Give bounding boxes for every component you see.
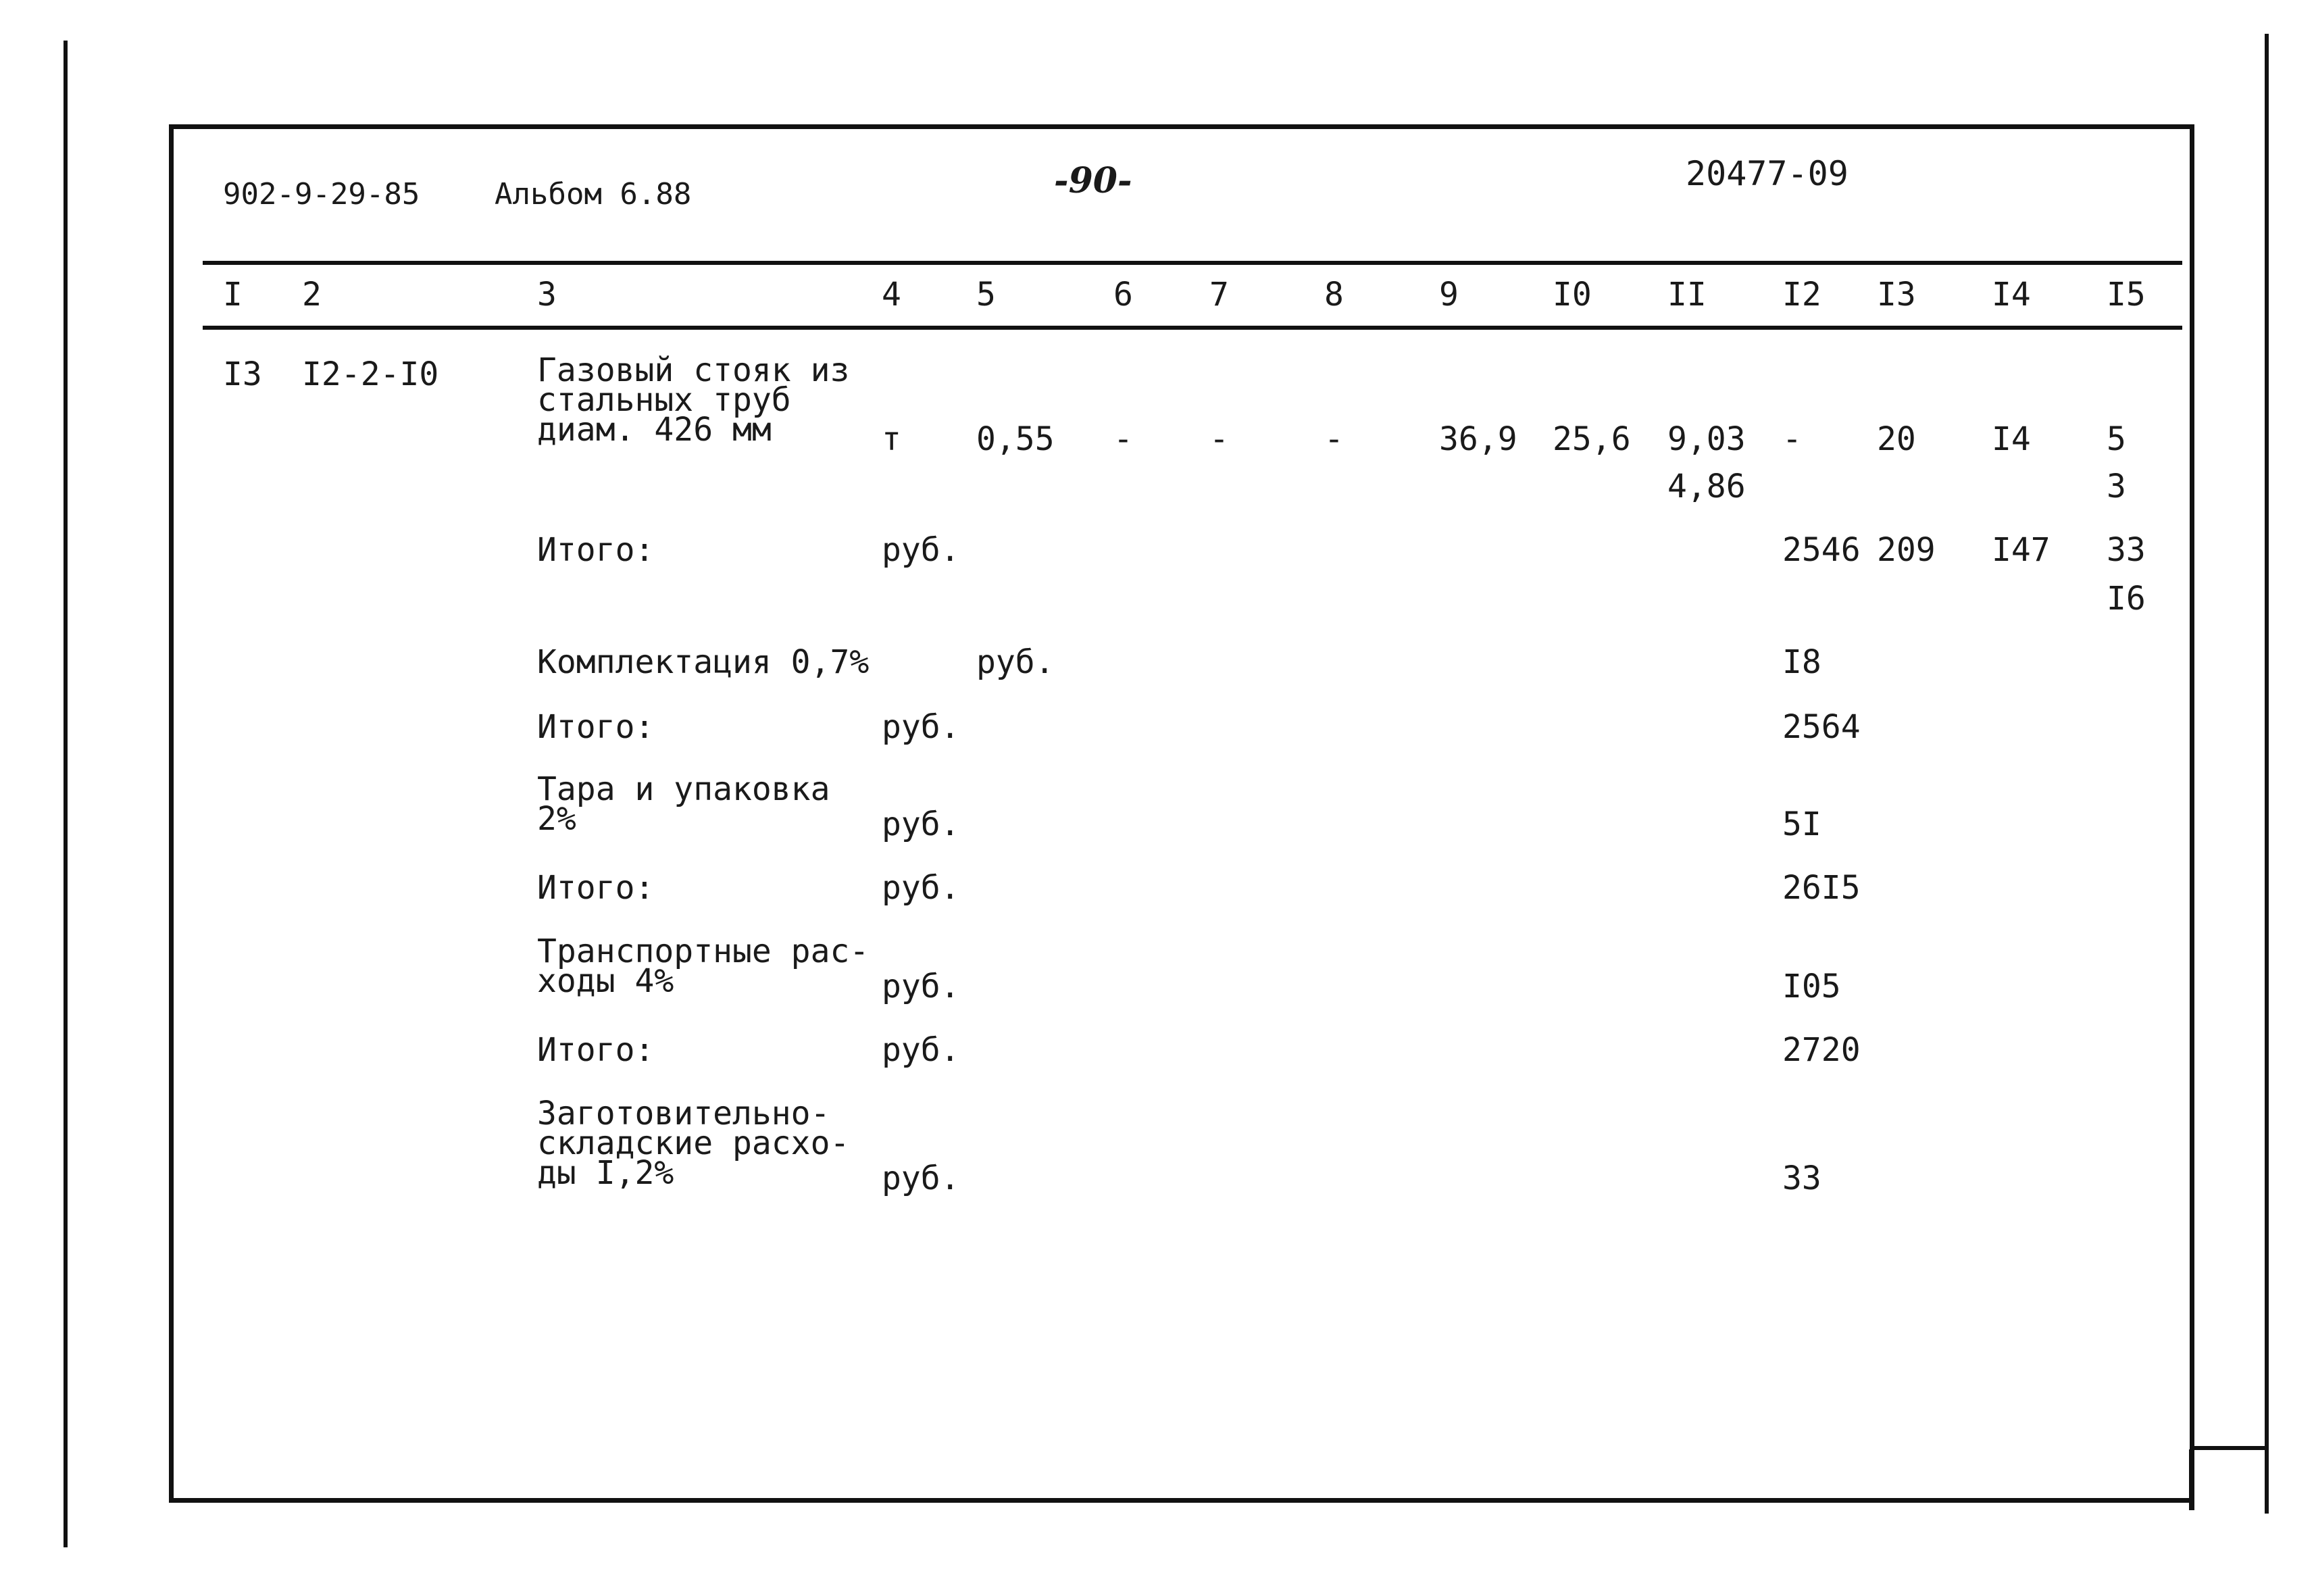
row-col14: I47 xyxy=(1992,531,2051,569)
document-number: 20477-09 xyxy=(1686,154,1848,193)
column-header: 4 xyxy=(882,276,901,314)
row-col12: 2564 xyxy=(1782,708,1861,746)
row-col15-second: I6 xyxy=(2107,580,2146,618)
header-rule-top xyxy=(203,261,2182,265)
row-col12: I8 xyxy=(1782,643,1821,681)
item-col7: - xyxy=(1209,420,1229,458)
column-header: I xyxy=(223,276,243,314)
column-header: 5 xyxy=(976,276,996,314)
row-label: Итого: xyxy=(537,1031,655,1069)
item-col9: 36,9 xyxy=(1439,420,1517,458)
column-header: I0 xyxy=(1553,276,1592,314)
column-header: 8 xyxy=(1324,276,1344,314)
column-header: I2 xyxy=(1782,276,1821,314)
row-col12: 2546 xyxy=(1782,531,1861,569)
item-col12: - xyxy=(1782,420,1802,458)
row-unit: руб. xyxy=(882,968,960,1005)
item-col13: 20 xyxy=(1877,420,1916,458)
item-col10: 25,6 xyxy=(1553,420,1631,458)
right-margin-line xyxy=(2265,34,2269,1514)
row-label: Итого: xyxy=(537,531,655,569)
column-header: I3 xyxy=(1877,276,1916,314)
column-header: 3 xyxy=(537,276,557,314)
item-col15-second: 3 xyxy=(2107,468,2126,505)
row-unit: руб. xyxy=(882,708,960,746)
row-unit: руб. xyxy=(882,1159,960,1197)
row-label: Комплектация 0,7% xyxy=(537,643,870,681)
row-unit: руб. xyxy=(882,531,960,569)
item-code: I2-2-I0 xyxy=(302,355,439,393)
row-unit: руб. xyxy=(976,643,1055,681)
row-unit: руб. xyxy=(882,869,960,907)
item-col15: 5 xyxy=(2107,420,2126,458)
column-header: I5 xyxy=(2107,276,2146,314)
column-header: 9 xyxy=(1439,276,1459,314)
album-label: Альбом 6.88 xyxy=(495,177,692,211)
column-header: 6 xyxy=(1113,276,1133,314)
frame-tab-line xyxy=(2194,1446,2266,1450)
item-col11-second: 4,86 xyxy=(1667,468,1746,505)
row-unit: руб. xyxy=(882,1031,960,1069)
row-label: Транспортные рас- ходы 4% xyxy=(537,932,870,1000)
column-header: I4 xyxy=(1992,276,2031,314)
item-number: I3 xyxy=(223,355,262,393)
row-col12: I05 xyxy=(1782,968,1841,1005)
document-frame xyxy=(169,124,2194,1503)
page-number: -90- xyxy=(1054,160,1132,201)
row-label: Тара и упаковка 2% xyxy=(537,770,830,838)
row-col12: 2720 xyxy=(1782,1031,1861,1069)
row-col12: 26I5 xyxy=(1782,869,1861,907)
column-header: 2 xyxy=(302,276,322,314)
item-name: Газовый стояк из стальных труб диам. 426 мм xyxy=(537,351,850,449)
item-col6: - xyxy=(1113,420,1133,458)
row-unit: руб. xyxy=(882,805,960,843)
header-rule-bottom xyxy=(203,326,2182,330)
item-col14: I4 xyxy=(1992,420,2031,458)
row-label: Итого: xyxy=(537,708,655,746)
row-col12: 5I xyxy=(1782,805,1821,843)
document-code: 902-9-29-85 xyxy=(223,177,420,211)
row-col12: 33 xyxy=(1782,1159,1821,1197)
row-label: Заготовительно- складские расхо- ды I,2% xyxy=(537,1095,850,1192)
item-unit: т xyxy=(882,420,901,458)
frame-tab-tick xyxy=(2189,1449,2194,1510)
item-quantity: 0,55 xyxy=(976,420,1055,458)
left-margin-line xyxy=(64,41,68,1547)
row-col15: 33 xyxy=(2107,531,2146,569)
column-header: II xyxy=(1667,276,1707,314)
column-header: 7 xyxy=(1209,276,1229,314)
row-label: Итого: xyxy=(537,869,655,907)
row-col13: 209 xyxy=(1877,531,1936,569)
item-col8: - xyxy=(1324,420,1344,458)
item-col11: 9,03 xyxy=(1667,420,1746,458)
